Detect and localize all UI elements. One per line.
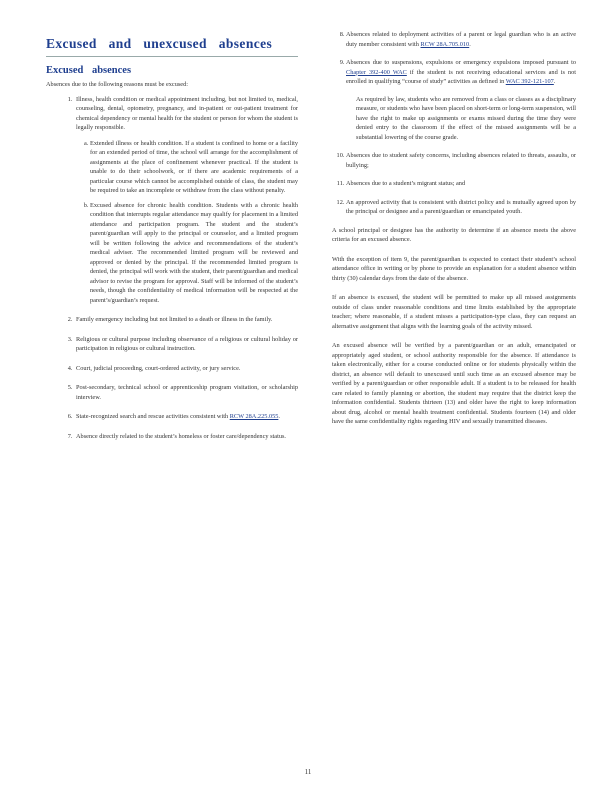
- sub-item-a: a. Extended illness or health condition. If a student is confined to home or a facility for an extended period of time, the school will arrange for the accomplishment of assignments at the place of confinement whenever practical. If the student is unable to do their schoolwork, or if there are academic requirements of a particular course which cannot be accomplished outside of class, the student may be required to take an incomplete or withdraw from the class without penalty.: [90, 139, 298, 196]
- section-heading: Excused absences: [46, 65, 132, 76]
- sub-item-b: b. Excused absence for chronic health condition. Students with a chronic health condition that interrupts regular attendance may qualify for placement in a limited attendance and participation program. The student and the student’s parent/guardian will apply to the principal or counselor, and a limited program will be written following the advice and recommendations of the student’s medical adviser. The recommended limited program will be reviewed and approved or denied by the principal. If the recommended limited program is denied, the principal will work with the student, their parent/guardian and medical advisor to revise the program for approval. Staff will be informed of the student’s needs, though the confidentiality of medical information will be respected at the parent’s/guardian’s request.: [90, 201, 298, 306]
- left-column: [46, 30, 298, 451]
- right-column: [332, 30, 576, 437]
- list-item-2: 2. Family emergency including but not limited to a death or illness in the family.: [74, 315, 298, 325]
- rcw-link-28a705010[interactable]: RCW 28A.705.010: [420, 40, 470, 48]
- list-item-12: 12. An approved activity that is consistent with district policy and is mutually agreed upon by the principal or designee and a parent/guardian or emancipated youth.: [346, 198, 576, 217]
- list-item-6: 6. State-recognized search and rescue activities consistent with RCW 28A.225.055.: [74, 412, 298, 422]
- list-item-7: 7. Absence directly related to the student’s homeless or foster care/dependency status.: [74, 432, 298, 442]
- excused-reasons-list-continued: [332, 30, 576, 217]
- page-number: 11: [304, 768, 312, 776]
- page-title: Excused and unexcused absences: [46, 36, 273, 51]
- paragraph-contact-school: With the exception of item 9, the parent/guardian is expected to contact their student’s school attendance office in writing or by phone to provide an explanation for a student absence within thirty (30) calendar days from the date of the absence.: [332, 255, 576, 282]
- excused-reasons-list: [46, 95, 298, 442]
- paragraph-principal-authority: A school principal or designee has the authority to determine if an absence meets the above criteria for an excused absence.: [332, 226, 576, 243]
- list-item-10: 10. Absences due to student safety concerns, including absences related to threats, assaults, or bullying;: [346, 151, 576, 170]
- list-item-9: 9. Absences due to suspensions, expulsions or emergency expulsions imposed pursuant to Chapter 392-400 WAC if the student is not receiving educational services and is not enrolled in qualifying “course of study” activities as defined in WAC 392-121-107. As required by law, students who are removed from a class or classes as a disciplinary measure, or students who have been placed on short-term or long-term suspension, will have the right to make up assignments or exams missed during the time they were denied entry to the classroom if the effect of the missed assignments will be a substantial lowering of the course grade.: [346, 58, 576, 142]
- wac-392-121-107-link[interactable]: WAC 392-121-107: [505, 78, 554, 85]
- paragraph-makeup-work: If an absence is excused, the student will be permitted to make up all missed assignments outside of class under reasonable conditions and time limits established by the appropriate teacher; where reasonable, if a student misses a participation-type class, they can request an alternative assignment that aligns with the learning goals of the activity missed.: [332, 294, 576, 330]
- list-item-3: 3. Religious or cultural purpose including observance of a religious or cultural holiday or participation in religious or cultural instruction.: [74, 335, 298, 354]
- list-item-5: 5. Post-secondary, technical school or apprenticeship program visitation, or scholarship interview.: [74, 383, 298, 402]
- title-divider: [46, 56, 298, 57]
- suspension-makeup-note: As required by law, students who are removed from a class or classes as a disciplinary measure, or students who have been placed on short-term or long-term suspension, will have the right to make up assignments or exams missed during the time they were denied entry to the classroom if the effect of the missed assignments will be a substantial lowering of the course grade.: [356, 95, 576, 141]
- list-item-text: Illness, health condition or medical appointment including, but not limited to, medical, counseling, dental, optometry, pregnancy, and in-patient or out-patient treatment for chemical dependency or mental health for the student or person for whom the student is legally responsible.: [76, 95, 298, 131]
- list-item-4: 4. Court, judicial proceeding, court-ordered activity, or jury service.: [74, 364, 298, 374]
- wac-chapter-link[interactable]: Chapter 392-400 WAC: [346, 68, 407, 76]
- rcw-link-28a225055[interactable]: RCW 28A.225.055: [229, 413, 279, 420]
- sub-list: [76, 139, 298, 306]
- list-item-8: 8. Absences related to deployment activities of a parent or legal guardian who is an active duty member consistent with RCW 28A.705.010.: [346, 30, 576, 49]
- paragraph-verification: An excused absence will be verified by a parent/guardian or an adult, emancipated or appropriately aged student, or school authority responsible for the absence. If attendance is taken electronically, either for a course conducted online or for students physically within the district, an absence will default to unexcused until such time as an excused absence may be verified by a parent/guardian or other responsible adult. If a student is to be released for health care related to family planning or abortion, the student may require that the district keep the information confidential. Students thirteen (13) and older have the right to keep information about drug, alcohol or mental health treatment confidential. Students fourteen (14) and older have the same confidentiality rights regarding HIV and sexually transmitted diseases.: [332, 342, 576, 425]
- list-item-11: 11. Absences due to a student’s migrant status; and: [346, 179, 576, 189]
- list-item-1: [74, 95, 298, 306]
- intro-text: Absences due to the following reasons must be excused:: [46, 81, 188, 88]
